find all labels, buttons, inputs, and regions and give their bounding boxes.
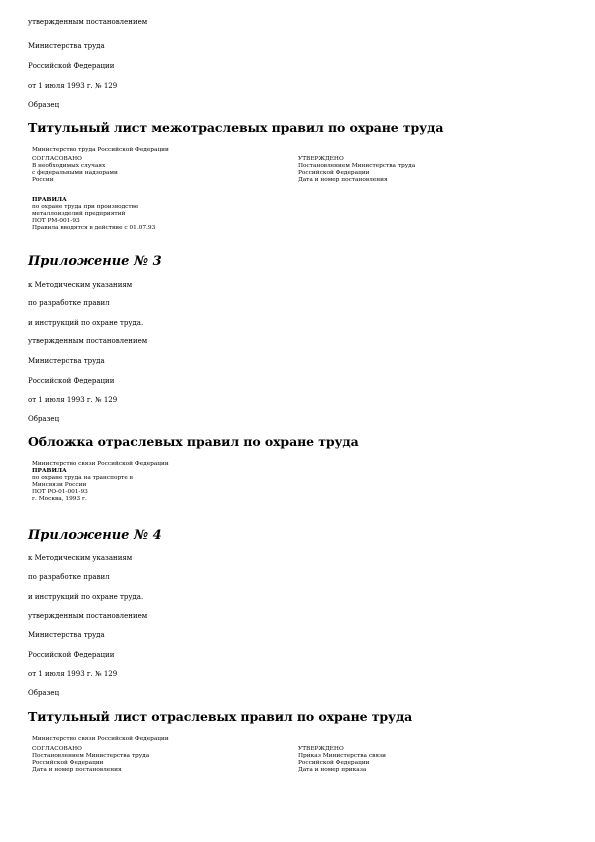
on-development-line: по разработке правил [28, 573, 110, 581]
rf-line: Российской Федерации [28, 651, 115, 659]
right-line: Российской Федерации [298, 170, 370, 177]
section3-title: Титульный лист отраслевых правил по охране труда [28, 709, 413, 724]
section2-line: ПОТ РО-01-001-93 [32, 489, 88, 496]
section1-left-block [32, 156, 118, 184]
approved-by-decree-line: утвержденным постановлением [28, 18, 148, 26]
section2-line: г. Москва, 1993 г. [32, 496, 87, 503]
appendix4-heading: Приложение № 4 [28, 528, 162, 543]
approved-label: УТВЕРЖДЕНО [298, 746, 344, 752]
section1-ministry: Министерство труда Российской Федерации [32, 147, 169, 153]
rules-label: ПРАВИЛА [32, 197, 67, 203]
section2-title: Обложка отраслевых правил по охране труда [28, 434, 359, 449]
left-line: В необходимых случаях [32, 163, 106, 170]
left-line: с федеральными надзорами [32, 170, 118, 177]
section2-line: Минсвязи России [32, 482, 87, 489]
mintrud-line: Министерства труда [28, 357, 105, 365]
right-line: Дата и номер приказа [298, 767, 367, 774]
approved-by-decree-line: утвержденным постановлением [28, 337, 148, 345]
bottom-line: ПОТ РМ-001-93 [32, 218, 80, 225]
approved-label: УТВЕРЖДЕНО [298, 156, 344, 162]
agreed-label: СОГЛАСОВАНО [32, 746, 82, 752]
bottom-line: Правила вводятся в действие с 01.07.93 [32, 225, 156, 232]
section2-line: по охране труда на транспорте в [32, 475, 133, 482]
mintrud-line: Министерства труда [28, 42, 105, 50]
to-guidelines-line: к Методическим указаниям [28, 554, 133, 562]
left-line: Постановлением Министерства труда [32, 753, 150, 760]
decree-date-line: от 1 июля 1993 г. № 129 [28, 396, 118, 404]
section3-ministry: Министерство связи Российской Федерации [32, 736, 169, 742]
section1-right-block [298, 156, 415, 184]
left-line: Дата и номер постановления [32, 767, 122, 774]
bottom-line: по охране труда при производстве [32, 204, 139, 211]
section3-left-block [32, 746, 149, 774]
right-line: Приказ Министерства связи [298, 753, 387, 760]
rules-label: ПРАВИЛА [32, 468, 67, 475]
sample-label: Образец [28, 101, 60, 109]
and-instructions-line: и инструкций по охране труда. [28, 319, 144, 327]
decree-date-line: от 1 июля 1993 г. № 129 [28, 82, 118, 90]
to-guidelines-line: к Методическим указаниям [28, 281, 133, 289]
mintrud-line: Министерства труда [28, 631, 105, 639]
rf-line: Российской Федерации [28, 377, 115, 385]
section2-block [32, 461, 169, 504]
decree-date-line: от 1 июля 1993 г. № 129 [28, 670, 118, 678]
left-line: Российской Федерации [32, 760, 104, 767]
section3-right-block [298, 746, 386, 774]
approved-by-decree-line: утвержденным постановлением [28, 612, 148, 620]
right-line: Российской Федерации [298, 760, 370, 767]
left-line: России [32, 177, 54, 184]
on-development-line: по разработке правил [28, 299, 110, 307]
sample-label: Образец [28, 415, 60, 423]
section1-bottom-block [32, 197, 155, 232]
section2-line: Министерство связи Российской Федерации [32, 461, 169, 467]
section1-title: Титульный лист межотраслевых правил по охране труда [28, 120, 444, 135]
rf-line: Российской Федерации [28, 62, 115, 70]
and-instructions-line: и инструкций по охране труда. [28, 593, 144, 601]
right-line: Дата и номер постановления [298, 177, 388, 184]
right-line: Постановлением Министерства труда [298, 163, 416, 170]
bottom-line: металлоизделий предприятий [32, 211, 126, 218]
appendix3-heading: Приложение № 3 [28, 254, 162, 269]
agreed-label: СОГЛАСОВАНО [32, 156, 82, 162]
sample-label: Образец [28, 689, 60, 697]
